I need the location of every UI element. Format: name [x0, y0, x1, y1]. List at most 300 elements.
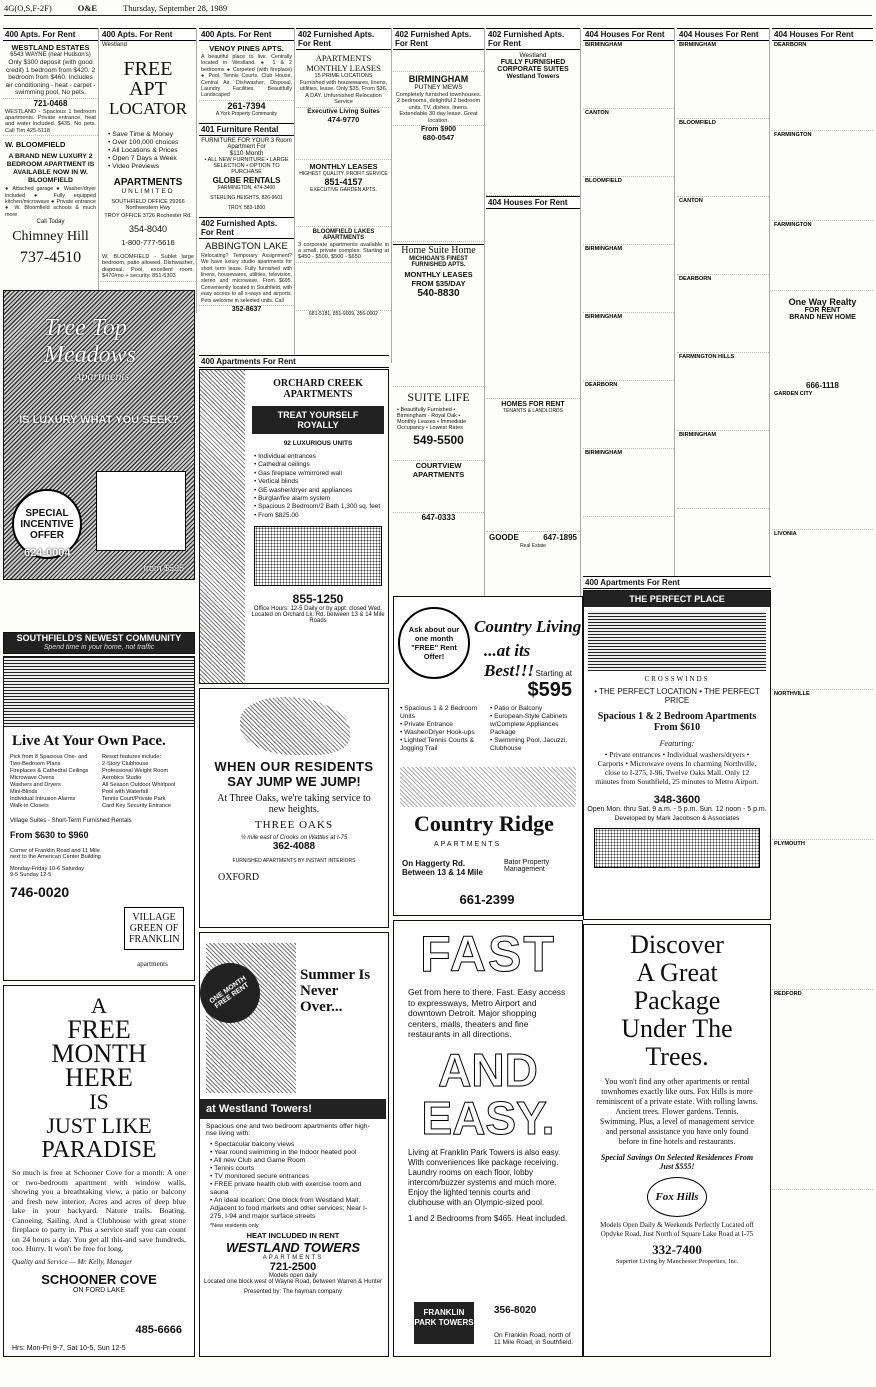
- suite-life-list: • Beautifully Furnished • Birmingham - Royal Oak • Monthly Leases • Immediate Occupancy • Lowest Rates: [397, 407, 467, 432]
- westland-towers-headline: at Westland Towers!: [200, 1099, 386, 1119]
- homes-for-rent: HOMES FOR RENT: [501, 401, 565, 408]
- courtview-title: COURTVIEW APARTMENTS: [412, 461, 465, 480]
- free-rent-burst: Ask about our one month "FREE" Rent Offer!: [398, 607, 470, 679]
- putney-mews: PUTNEY MEWS: [414, 84, 463, 91]
- feature: • Cathedral ceilings: [254, 461, 310, 469]
- bloomfield-lakes-phone: 681-5181, 851-9009, 356-0002: [309, 310, 378, 317]
- locator-phone-1: 354-8040: [128, 224, 168, 234]
- fox-hills-headline: [584, 931, 770, 1071]
- chimney-hill-phone: 737-4510: [19, 249, 82, 267]
- furniture-list: • ALL NEW FURNITURE • LARGE SELECTION • OPTION TO PURCHASE: [204, 156, 289, 175]
- feature: • Individual entrances: [254, 453, 316, 460]
- feature: All Season Outdoor Whirlpool: [102, 782, 176, 788]
- monthly-leases-sub: HIGHEST QUALITY. PROFIT SERVICE: [299, 170, 388, 177]
- locator-bullets: [108, 131, 196, 171]
- fox-hills-special: Special Savings On Selected Residences From Just $555!: [600, 1153, 754, 1171]
- column-8: [677, 28, 770, 584]
- headline-line: IS: [89, 1089, 109, 1114]
- country-living-script: Country Living: [474, 617, 582, 636]
- village-photo: [4, 657, 194, 727]
- home-suite-sub: MICHIGAN'S FINEST FURNISHED APTS.: [409, 256, 468, 269]
- westland-towers-ad: [199, 932, 389, 1357]
- executive-garden: EXECUTIVE GARDEN APTS.: [310, 186, 377, 193]
- feature: Card Key Security Entrance: [102, 803, 172, 809]
- westland-estates-address: 6543 WAYNE (near Hudson's): [10, 52, 91, 58]
- feature: Pick from 8 Spacious One- and Two-Bedroom Plans: [10, 754, 88, 767]
- page-header: [4, 3, 872, 16]
- feature: Resort features include:: [102, 754, 162, 760]
- classified-filler: CANTON: [677, 197, 769, 275]
- three-oaks-h1: WHEN OUR RESIDENTS: [214, 759, 374, 774]
- feature: 2-Story Clubhouse: [102, 761, 149, 767]
- headline-line: Trees.: [645, 1042, 709, 1071]
- monthly-leases-title: MONTHLY LEASES: [309, 161, 378, 171]
- orchard-title: ORCHARD CREEK APARTMENTS: [273, 378, 363, 400]
- page-number: 4G(O,S,F-2F): [4, 3, 52, 13]
- oxford-logo: OXFORD: [218, 872, 260, 883]
- globe-troy: TROY, 583-1800: [227, 204, 266, 211]
- one-month-free-burst: ONE MONTH FREE RENT: [199, 951, 272, 1035]
- schooner-signature: Quality and Service — Mr. Kelly, Manager: [12, 1257, 133, 1266]
- houses-section-header: 404 Houses For Rent: [486, 196, 580, 209]
- putney-price: From $900: [420, 126, 457, 134]
- classified-filler: [393, 50, 484, 72]
- tree-top-price: from $595: [143, 563, 184, 573]
- classified-filler: FARMINGTON: [772, 131, 873, 221]
- feature: Mini-Blinds: [10, 789, 38, 795]
- classified-filler: [486, 549, 580, 601]
- special-incentive-badge: SPECIAL INCENTIVE OFFER: [12, 489, 82, 559]
- feature: • An ideal location: One block from Westland Mall; Adjacent to food markets and other services; Near I-275, I-94 and major surface streets: [210, 1197, 368, 1220]
- feature: Individual Intrusion Alarms: [10, 796, 76, 802]
- country-ridge-location: On Haggerty Rd. Between 13 & 14 Mile: [402, 859, 483, 877]
- one-way-brandnew: BRAND NEW HOME: [789, 314, 856, 321]
- column-4: [296, 28, 392, 363]
- globe-sterling: STERLING HEIGHTS, 826-9601: [210, 194, 283, 201]
- one-way-realty: One Way Realty: [788, 297, 857, 307]
- country-ridge-features: [400, 705, 576, 753]
- feature: • Spectacular balcony views: [210, 1141, 295, 1148]
- orchard-phone: 855-1250: [292, 592, 344, 607]
- westland-label: Westland: [519, 52, 547, 59]
- orchard-features: [254, 453, 384, 520]
- three-oaks-sub: At Three Oaks, we're taking service to new heights.: [217, 793, 371, 815]
- southfield-office: SOUTHFIELD OFFICE 29266 Northwestern Hwy: [111, 199, 185, 211]
- orchard-hours: Office Hours: 12-5 Daily or by appt. closed Wed.: [253, 606, 383, 613]
- westland-towers-logo-sub: APARTMENTS: [262, 1255, 324, 1261]
- classified-filler: BIRMINGHAM: [583, 41, 674, 109]
- putney-body: Completely furnished townhouses. 2 bedrooms, delightful 2 bedroom units, TV, dishes, linens. Extendable 30 day lease. Great location.: [393, 91, 484, 126]
- apartments-monthly-sub: 15 PRIME LOCATIONS: [314, 73, 373, 79]
- perfect-place-sub: Spacious 1 & 2 Bedroom Apartments From $610: [597, 711, 757, 733]
- perfect-place-hours: Open Mon. thru Sat. 9 a.m. - 5 p.m. Sun. 12 noon - 5 p.m.: [587, 806, 767, 813]
- bullet: • All Locations & Prices: [108, 147, 178, 154]
- classified-filler: [486, 209, 580, 399]
- starting-at: Starting at: [535, 669, 572, 678]
- locator-phone-2: 1-800-777-5616: [121, 238, 175, 247]
- free-word: FREE: [123, 58, 173, 80]
- column-5: [393, 28, 485, 605]
- classified-filler: [393, 451, 484, 461]
- village-list-2: [102, 754, 188, 810]
- perfect-place-featuring: Featuring:: [659, 739, 695, 748]
- section-header: 400 Apts. For Rent: [100, 28, 196, 41]
- and-headline: AND: [438, 1043, 538, 1096]
- issue-date: Thursday, September 28, 1989: [123, 3, 228, 13]
- schooner-sub: ON FORD LAKE: [72, 1286, 126, 1294]
- westland-towers-list: [200, 1141, 386, 1221]
- headline-line: FREE: [67, 1015, 131, 1044]
- bloomfield-lakes-title: BLOOMFIELD LAKES APARTMENTS: [312, 228, 375, 241]
- one-way-phone: 666-1118: [806, 381, 839, 390]
- column-1: [3, 28, 99, 313]
- goode-row: [486, 532, 580, 543]
- fox-hills-ad: [583, 924, 771, 1357]
- three-oaks-h2: SAY JUMP WE JUMP!: [227, 774, 361, 789]
- section-header: 402 Furnished Apts. For Rent: [486, 28, 580, 50]
- apartments-word: APARTMENTS: [113, 177, 183, 188]
- feature: • Gas fireplace w/mirrored wall: [254, 469, 342, 477]
- easy-body: Living at Franklin Park Towers is also easy. With conveniences like package receiving. Laundry rooms on each floor, lobby intercom/buzzer systems and much more. Enjoy the lighted tennis courts and clubhouse with an Olympic-sized pool.: [408, 1147, 561, 1207]
- column-6: [486, 28, 581, 605]
- birmingham-title: BIRMINGHAM: [408, 74, 469, 84]
- classified-filler: GARDEN CITY: [772, 390, 873, 530]
- country-ridge-illustration: [400, 767, 576, 807]
- abbington-section-header: 402 Furnished Apts. For Rent: [199, 217, 294, 239]
- feature: • TV monitored secure entrances: [210, 1173, 309, 1180]
- country-ridge-phone: 661-2399: [459, 892, 515, 907]
- suite-life-phone: 549-5500: [413, 433, 464, 448]
- tree-top-name: Tree Top Meadows: [44, 315, 136, 368]
- three-oaks-ad: [199, 688, 389, 928]
- brand-new-features: ● Attached garage ● Washer/dryer included ● Fully equipped kitchen/microwave ● Private entrance ● W. Bloomfield schools & much more: [5, 186, 96, 218]
- orchard-creek-ad: [199, 369, 389, 684]
- furniture-section-header: 401 Furniture Rental: [199, 123, 294, 136]
- home-suite-home: Home Suite Home: [393, 244, 484, 256]
- globe-rentals: GLOBE RENTALS: [212, 175, 281, 185]
- section-header: 402 Furnished Apts. For Rent: [393, 28, 484, 50]
- easy-headline: EASY.: [421, 1091, 555, 1144]
- fast-headline: FAST: [394, 927, 582, 981]
- classified-filler: BIRMINGHAM: [583, 245, 674, 313]
- headline-line: Discover: [630, 930, 724, 959]
- classified-filler: [486, 80, 580, 196]
- classified-filler: PLYMOUTH: [772, 840, 873, 990]
- franklin-price: 1 and 2 Bedrooms from $465. Heat included.: [408, 1213, 568, 1223]
- feature: • Spacious 1 & 2 Bedroom Units: [400, 705, 478, 720]
- orchard-photo: [200, 370, 245, 683]
- country-ridge-mgmt: Bator Property Management: [504, 859, 550, 873]
- westland-classified: WESTLAND - Spacious 1 bedroom apartments. Private entrance, heat and water included. $435. No pets. Call Tim 425-5118: [3, 108, 98, 137]
- furniture-price: $110 Month: [229, 149, 264, 157]
- headline-line: Package: [633, 986, 721, 1015]
- westland-towers-hours: Models open daily: [268, 1273, 318, 1279]
- westland-towers-phone: 721-2500: [269, 1261, 317, 1273]
- classified-filler: CANTON: [583, 109, 674, 177]
- schooner-hours: Hrs: Mon-Fri 9-7, Sat 10-5, Sun 12-5: [12, 1345, 126, 1352]
- feature-list-2: [490, 705, 576, 753]
- headline-line: JUST LIKE: [46, 1113, 152, 1138]
- call-today: Call Today: [36, 219, 65, 226]
- fast-body: Get from here to there. Fast. Easy access to expressways, Metro Airport and downtown Detroit. Major shopping centers, malls, theaters and fine restaurants in all directions.: [408, 987, 566, 1039]
- executive-living: Executive Living Suites: [307, 107, 380, 115]
- orchard-sub: 92 LUXURIOUS UNITS: [283, 440, 353, 447]
- furniture-title: FURNITURE FOR YOUR 3 Room Apartment For: [201, 137, 292, 150]
- classified-filler: [393, 479, 484, 513]
- perfect-place-phone: 348-3600: [653, 794, 701, 806]
- bullet: • Video Previews: [108, 163, 160, 170]
- village-features: [4, 754, 194, 810]
- perfect-place-ad: [583, 590, 771, 920]
- village-logo-sub: apartments: [137, 960, 168, 968]
- headline-line: HERE: [65, 1063, 133, 1092]
- abbington-lake-title: ABBINGTON LAKE: [205, 240, 288, 252]
- feature-list-1: [400, 705, 486, 753]
- one-way-forrent: FOR RENT: [804, 307, 841, 314]
- feature: • Lighted Tennis Courts & Jogging Trail: [400, 737, 475, 752]
- column-2: [100, 28, 197, 313]
- feature: Tennis Court/Private Park: [102, 796, 166, 802]
- franklin-phone: 356-8020: [494, 1305, 537, 1316]
- country-ridge-ad: [393, 596, 583, 916]
- bullet: • Over 100,000 choices: [108, 139, 179, 146]
- goode-phone: 647-1895: [543, 533, 577, 542]
- free-month-headline: [4, 994, 194, 1162]
- apartments-monthly-title: APARTMENTS MONTHLY LEASES: [306, 53, 381, 73]
- summer-title: Summer Is Never Over...: [300, 967, 371, 1015]
- goode-name: GOODE: [489, 533, 519, 542]
- putney-phone: 680-0547: [422, 133, 455, 143]
- westland-estates-phone: 721-0468: [33, 98, 68, 108]
- section-header: 400 Apts. For Rent: [199, 28, 294, 41]
- country-ridge-name: Country Ridge: [414, 811, 554, 836]
- franklin-location: On Franklin Road, north of 11 Mile Road, in Southfield.: [494, 1332, 574, 1346]
- fox-hills-hours: Models Open Daily & Weekends Perfectly Located off Opdyke Road, Just North of Square Lake Road at I-75: [600, 1221, 754, 1238]
- village-phone: 746-0020: [10, 884, 70, 900]
- home-suite-phone: 540-8830: [417, 288, 460, 300]
- westland-estates-title: WESTLAND ESTATES: [11, 43, 90, 52]
- village-green-ad: [3, 656, 195, 981]
- tree-top-sub: Apartments: [74, 369, 130, 383]
- feature: • From $825.00: [254, 511, 299, 519]
- three-oaks-logo: THREE OAKS: [254, 819, 334, 831]
- westland-towers-logo: WESTLAND TOWERS: [225, 1240, 361, 1255]
- feature: Aerobics Studio: [102, 775, 142, 781]
- southfield-sub: Spend time in your home, not traffic: [43, 644, 155, 651]
- classified-filler: [296, 193, 391, 227]
- classified-filler: [772, 321, 873, 381]
- column-7: [583, 28, 675, 584]
- schooner-cove-ad: [3, 985, 195, 1357]
- village-address: Corner of Franklin Road and 11 Mile next to the American Center Building: [10, 848, 101, 860]
- feature: • Washer/Dryer Hook-ups: [400, 729, 475, 736]
- feature: Professional Weight Room: [102, 768, 169, 774]
- bullet: • Open 7 Days a Week: [108, 155, 177, 162]
- feature: Fireplaces & Cathedral Ceilings: [10, 768, 89, 774]
- fully-furnished: FULLY FURNISHED CORPORATE SUITES: [497, 59, 569, 73]
- perfect-place-location: • THE PERFECT LOCATION • THE PERFECT PRICE: [594, 687, 760, 705]
- franklin-logo: FRANKLIN PARK TOWERS: [414, 1302, 474, 1344]
- classified-filler: [296, 124, 391, 160]
- village-list-1: [10, 754, 96, 810]
- courtview-phone: 647-0333: [421, 513, 456, 523]
- chimney-hill-name: Chimney Hill: [12, 229, 89, 245]
- feature: • European-Style Cabinets w/Complete Appliances Package: [490, 713, 568, 736]
- village-title: Live At Your Own Pace.: [12, 733, 166, 749]
- apartments-display-header: 400 Apartments For Rent: [199, 355, 389, 368]
- village-price: From $630 to $960: [10, 830, 89, 840]
- classified-filler: BIRMINGHAM: [677, 431, 769, 509]
- feature: • All new Club and Game Room: [210, 1157, 306, 1164]
- headline-line: PARADISE: [41, 1137, 157, 1163]
- classified-filler: [393, 299, 484, 387]
- brand-new-headline: A BRAND NEW LUXURY 2 BEDROOM APARTMENT IS AVAILABLE NOW IN W. BLOOMFIELD: [6, 153, 95, 185]
- fox-hills-phone: 332-7400: [652, 1242, 702, 1257]
- fox-hills-logo: Fox Hills: [647, 1177, 707, 1217]
- location-map: [96, 471, 186, 551]
- westland-estates-body: Only $300 deposit (with good credit) 1 bedroom from $420. 2 bedroom from $460. Includes air conditioning - heat - carpet - swimming pool, No pets.: [3, 58, 98, 99]
- country-ridge-sub: APARTMENTS: [434, 841, 502, 848]
- village-logo: VILLAGE GREEN OF FRANKLIN: [124, 907, 184, 950]
- classified-filler: FARMINGTON: [772, 221, 873, 291]
- classified-filler: BIRMINGHAM: [677, 41, 769, 119]
- feature: Washers and Dryers: [10, 782, 61, 788]
- classified-filler: [486, 414, 580, 532]
- globe-farmington: FARMINGTON, 474-3400: [217, 184, 276, 191]
- classified-filler: [393, 142, 484, 242]
- apartments-monthly-body: Furnished with housewares, linens, utilities, lease. Only $35. From $36. A DAY. Unfurnished Relocation Service: [296, 79, 391, 108]
- orchard-location: Located on Orchard Lk. Rd. between 13 & 14 Mile Roads: [251, 612, 385, 625]
- westland-towers-heat: HEAT INCLUDED IN RENT: [246, 1231, 340, 1240]
- w-bloomfield-heading: W. BLOOMFIELD: [5, 140, 66, 150]
- classified-filler: DEARBORN: [772, 41, 873, 131]
- column-3: [199, 28, 295, 363]
- southfield-banner: [3, 632, 195, 654]
- three-oaks-illustration: [240, 697, 350, 755]
- section-header: 404 Houses For Rent: [772, 28, 873, 41]
- schooner-name: SCHOONER COVE: [41, 1271, 157, 1287]
- troy-office: TROY OFFICE 3726 Rochester Rd.: [104, 213, 192, 219]
- westland-towers-note: *New residents only: [210, 1223, 259, 1229]
- classified-filler: [296, 263, 391, 311]
- venoy-pines-manager: A York Property Community: [215, 110, 278, 117]
- monthly-leases-phone: 851-4157: [324, 176, 363, 187]
- feature: Microwave Ovens: [10, 775, 55, 781]
- feature: • GE washer/dryer and appliances: [254, 486, 353, 494]
- headline-line: MONTH: [51, 1039, 147, 1068]
- three-oaks-phone: 362-4088: [272, 841, 316, 852]
- venoy-pines-phone: 261-7394: [227, 100, 266, 111]
- perfect-place-body: • Private entrances • Individual washers/dryers • Carports • Microwave ovens In charming Northville, close to I-275, I-96, Twelve Oaks Mall. Only 12 minutes from Southfield, 25 minutes to Metro Airport.: [595, 750, 759, 786]
- classified-filler: BLOOMFIELD: [677, 119, 769, 197]
- classified-filler: BLOOMFIELD: [583, 177, 674, 245]
- feature: • Vertical blinds: [254, 478, 299, 486]
- westland-towers-body: Spacious one and two bedroom apartments offer high-rise living with:: [206, 1123, 370, 1137]
- classified-filler: NORTHVILLE: [772, 690, 873, 840]
- tree-top-meadows-ad: [3, 290, 195, 580]
- crosswinds-logo: CROSSWINDS: [644, 675, 710, 683]
- at-its-best-script: ...at its Best!!!: [484, 641, 535, 680]
- apt-word: APT: [129, 78, 167, 100]
- westland-towers-presented: Presented by: The hayman company: [244, 1289, 342, 1295]
- section-header: 400 Apts. For Rent: [3, 28, 98, 41]
- village-hours: Monday-Friday 10-6 Saturday 9-5 Sunday 12-5: [10, 866, 84, 878]
- village-short-term: Village Suites - Short-Term Furnished Rentals: [10, 818, 132, 824]
- westland-towers-location: Located one block west of Wayne Road, between Warren & Hunter: [204, 1279, 382, 1285]
- southfield-title: SOUTHFIELD'S NEWEST COMMUNITY: [16, 633, 182, 643]
- classified-filler: REDFORD: [772, 990, 873, 1190]
- westland-towers-name: Westland Towers: [506, 73, 560, 80]
- venoy-pines-title: VENOY PINES APTS.: [209, 44, 284, 53]
- westland-label: Westland: [102, 42, 127, 48]
- bloomfield-lakes-body: 3 corporate apartments available in a small, private complex. Starting at $450 - $500, $500 - $650: [296, 241, 391, 263]
- section-header: 404 Houses For Rent: [583, 28, 674, 41]
- abbington-phone: 352-8637: [231, 306, 262, 314]
- fox-hills-body: You won't find any other apartments or rental townhomes exactly like ours. Fox Hills is more reminiscent of a private estate. With rolling lawns. Ancient trees. Flower gardens. Tennis. Swimming. Plus, a level of management service and personal assistance you have only found before in fine hotels and restaurants.: [596, 1077, 758, 1146]
- classified-filler: DEARBORN: [677, 275, 769, 353]
- feature: • Burglar/fire alarm system: [254, 495, 331, 503]
- home-suite-monthly: MONTHLY LEASES: [404, 270, 473, 280]
- orchard-banner: TREAT YOURSELF ROYALLY: [252, 406, 384, 434]
- orchard-map: [254, 526, 382, 586]
- country-ridge-price: $595: [527, 679, 572, 701]
- w-bloomfield-sublet: W. BLOOMFIELD - Sublet large bedroom, patio allowed. Dishwasher, disposal. Pool, excellent room. $470/mo + security. 851-5303: [100, 253, 196, 282]
- headline-line: Under The: [621, 1014, 733, 1043]
- franklin-park-ad: [393, 920, 583, 1357]
- column-9: [772, 28, 873, 1383]
- classified-filler: BIRMINGHAM: [583, 449, 674, 517]
- feature: • FREE private health club with exercise room and sauna: [210, 1181, 362, 1196]
- three-oaks-location: ¼ mile east of Crooks on Wattles at I-75: [240, 835, 348, 841]
- abbington-body: Relocating? Temporary Assignment? We have luxury studio apartments for short term lease. Fully furnished with linens, housewares, utilities, television, stereo and microwave. From $695. Conveniently located in Southfield, with easy access to all x-ways and airports. Pets welcome in selected units. Call: [199, 252, 294, 306]
- feature: Walk-in Closets: [10, 803, 49, 809]
- feature: • Swimming Pool, Jacuzzi, Clubhouse: [490, 737, 568, 752]
- feature: • Spacious 2 Bedroom/2 Bath 1,300 sq. feet: [254, 503, 381, 511]
- schooner-phone: 485-6666: [135, 1324, 182, 1336]
- headline-line: A Great: [636, 958, 718, 987]
- classified-filler: BIRMINGHAM: [583, 313, 674, 381]
- perfect-place-title: THE PERFECT PLACE: [584, 591, 770, 607]
- perfect-place-developer: Developed by Mark Jacobson & Associates: [614, 815, 740, 822]
- headline-line: A: [91, 993, 107, 1018]
- perfect-place-map: [594, 828, 760, 868]
- goode-realestate: Real Estate: [520, 543, 546, 549]
- section-header: 402 Furnished Apts. For Rent: [296, 28, 391, 50]
- feature: • Private Entrance: [400, 721, 453, 728]
- classified-filler: FARMINGTON HILLS: [677, 353, 769, 431]
- schooner-body: So much is free at Schooner Cove for a month: A one or two-bedroom apartment with window walls, showing you a breathtaking view, a patio or balcony and fresh new interior. Acres and acres of deep blue lake in your backyard. Nature trails. Boating. Canoeing. Sailing. And a Clubhouse with great stone fireplace to party in. Plus a service staff you can count on 24 hours a day. You get all this-and save hundreds, too. Hurry. It won't be free for long.: [12, 1168, 186, 1253]
- locator-word: LOCATOR: [108, 99, 188, 118]
- unlimited-word: UNLIMITED: [121, 188, 175, 195]
- bullet: • Save Time & Money: [108, 131, 174, 138]
- home-suite-price: FROM $35/DAY: [411, 279, 466, 289]
- three-oaks-furnished: FURNISHED APARTMENTS BY INSTANT INTERIORS: [232, 858, 356, 864]
- classified-filler: LIVONIA: [772, 530, 873, 690]
- homes-sub: TENANTS & LANDLORDS: [502, 408, 563, 414]
- feature: • Patio or Balcony: [490, 705, 543, 712]
- suite-life: SUITE LIFE: [407, 390, 470, 405]
- classified-filler: DEARBORN: [583, 381, 674, 449]
- section-header: 404 Houses For Rent: [677, 28, 769, 41]
- apartments-display-header-2: 400 Apartments For Rent: [583, 576, 771, 589]
- venoy-pines-body: A beautiful place to live. Centrally located in Westland. ● 1 & 2 bedrooms ● Carpeted (with fireplace) ● Pool, Tennis Courts, Club House, Central Air, Dishwasher, Disposal, Laundry Facilities. Beautifully Landscaped: [199, 53, 294, 101]
- perfect-place-photo: [588, 611, 766, 671]
- feature: • Year round swimming in the Indoor heated pool: [210, 1149, 357, 1156]
- tree-top-headline: IS LUXURY WHAT YOU SEEK?: [19, 414, 179, 426]
- feature: Pool with Waterfall: [102, 789, 149, 795]
- feature: • Tennis courts: [210, 1165, 255, 1172]
- fox-hills-mgmt: Superior Living by Manchester Properties, Inc.: [615, 1258, 739, 1265]
